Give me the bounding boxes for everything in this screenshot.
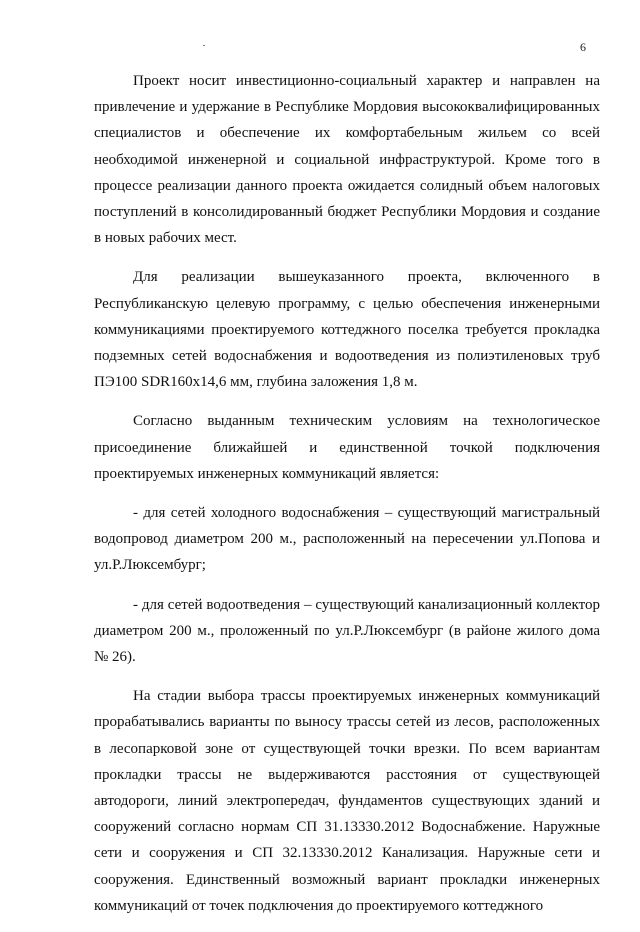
paragraph-pipeline-requirement: Для реализации вышеуказанного проекта, включенного в Республиканскую целевую программу, с целью обеспечения инженерными коммуникациями проектируемого коттеджного поселка требуется прокладка подземных сетей водоснабжения и водоотведения из полиэтиленовых труб ПЭ100 SDR160х14,6 мм, глубина заложения 1,8 м. — [94, 269, 600, 391]
list-item-water-supply: - для сетей холодного водоснабжения – существующий магистральный водопровод диаметром 200 м., расположенный на пересечении ул.Попова и ул.Р.Люксембург; — [94, 505, 600, 574]
document-body — [94, 68, 600, 932]
paragraph-project-purpose: Проект носит инвестиционно-социальный характер и направлен на привлечение и удержание в Республике Мордовия высококвалифицированных специалистов и обеспечение их комфортабельным жильем со всей необходимой инженерной и социальной инфраструктурой. Кроме того в процессе реализации данного проекта ожидается солидный объем налоговых поступлений в консолидированный бюджет Республики Мордовия и создание в новых рабочих мест. — [94, 73, 600, 247]
list-item-sewerage: - для сетей водоотведения – существующий канализационный коллектор диаметром 200 м., проложенный по ул.Р.Люксембург (в районе жилого дома № 26). — [94, 596, 600, 666]
paragraph-route-selection: На стадии выбора трассы проектируемых инженерных коммуникаций прорабатывались варианты по выносу трассы сетей из лесов, расположенных в лесопарковой зоне от существующей точки врезки. По всем вариантам прокладки трассы не выдерживаются расстояния от существующей автодороги, линий электропередач, фундаментов существующих зданий и сооружений согласно нормам СП 31.13330.2012 Водоснабжение. Наружные сети и сооружения и СП 32.13330.2012 Канализация. Наружные сети и сооружения. Единственный возможный вариант прокладки инженерных коммуникаций от точек подключения до проектируемого коттеджного — [94, 688, 600, 914]
paragraph-connection-points: Согласно выданным техническим условиям на технологическое присоединение ближайшей и единственной точкой подключения проектируемых инженерных коммуникаций является: — [94, 413, 600, 482]
scan-speck — [203, 45, 205, 46]
page-number: 6 — [580, 40, 586, 54]
